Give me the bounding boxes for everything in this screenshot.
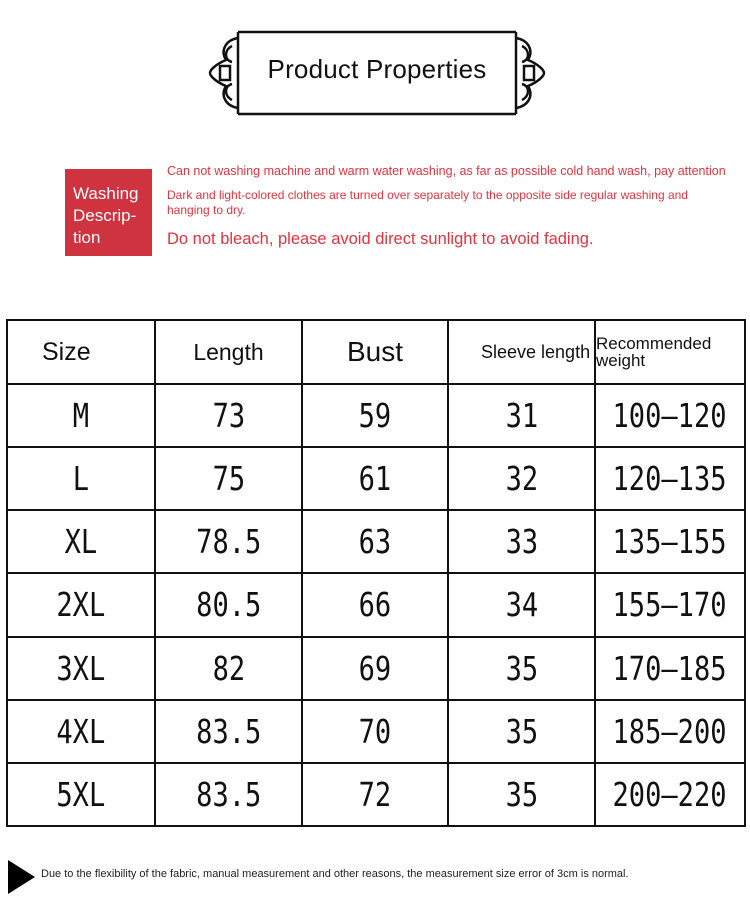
table-row bbox=[7, 510, 745, 573]
washing-instruction: Dark and light-colored clothes are turned over separately to the opposite side regular washing and hanging to dry. bbox=[167, 188, 688, 217]
table-cell: 66 bbox=[302, 573, 448, 636]
table-cell: M bbox=[7, 384, 155, 447]
table-cell: L bbox=[7, 447, 155, 510]
washing-instruction: Can not washing machine and warm water washing, as far as possible cold hand wash, pay attention bbox=[167, 164, 726, 178]
washing-instructions bbox=[167, 164, 727, 249]
table-row bbox=[7, 447, 745, 510]
play-icon bbox=[8, 860, 35, 894]
measurement-note-text: Due to the flexibility of the fabric, manual measurement and other reasons, the measurement size error of 3cm is normal. bbox=[41, 868, 629, 880]
badge-line: Washing bbox=[73, 184, 139, 203]
column-header-sleeve-length: Sleeve length bbox=[448, 320, 595, 384]
table-cell: 31 bbox=[448, 384, 595, 447]
table-cell: 33 bbox=[448, 510, 595, 573]
column-header-recommended-weight: Recommended weight bbox=[595, 320, 745, 384]
table-cell: 73 bbox=[155, 384, 302, 447]
table-cell: 63 bbox=[302, 510, 448, 573]
table-cell: 82 bbox=[155, 637, 302, 700]
table-cell: 78.5 bbox=[155, 510, 302, 573]
badge-line: Descrip- bbox=[73, 206, 137, 225]
size-chart-table bbox=[6, 319, 746, 827]
page-title: Product Properties bbox=[267, 54, 487, 84]
table-cell: 170–185 bbox=[595, 637, 745, 700]
table-row bbox=[7, 700, 745, 763]
table-cell: 35 bbox=[448, 637, 595, 700]
table-row bbox=[7, 637, 745, 700]
table-cell: 200–220 bbox=[595, 763, 745, 826]
table-cell: 83.5 bbox=[155, 700, 302, 763]
table-cell: 69 bbox=[302, 637, 448, 700]
table-cell: 59 bbox=[302, 384, 448, 447]
table-row bbox=[7, 384, 745, 447]
table-row bbox=[7, 573, 745, 636]
table-cell: 120–135 bbox=[595, 447, 745, 510]
table-cell: 3XL bbox=[7, 637, 155, 700]
table-cell: 61 bbox=[302, 447, 448, 510]
column-header-bust: Bust bbox=[302, 320, 448, 384]
table-cell: 34 bbox=[448, 573, 595, 636]
title-banner bbox=[208, 26, 546, 120]
measurement-note bbox=[8, 860, 738, 894]
table-cell: 185–200 bbox=[595, 700, 745, 763]
table-cell: 75 bbox=[155, 447, 302, 510]
table-cell: 32 bbox=[448, 447, 595, 510]
table-cell: 83.5 bbox=[155, 763, 302, 826]
column-header-length: Length bbox=[155, 320, 302, 384]
column-header-size: Size bbox=[7, 320, 155, 384]
table-cell: 4XL bbox=[7, 700, 155, 763]
table-cell: 72 bbox=[302, 763, 448, 826]
table-cell: 35 bbox=[448, 763, 595, 826]
table-header-row bbox=[7, 320, 745, 384]
table-cell: 35 bbox=[448, 700, 595, 763]
table-cell: 5XL bbox=[7, 763, 155, 826]
washing-instruction: Do not bleach, please avoid direct sunlight to avoid fading. bbox=[167, 230, 594, 248]
table-cell: 100–120 bbox=[595, 384, 745, 447]
table-row bbox=[7, 763, 745, 826]
table-cell: 155–170 bbox=[595, 573, 745, 636]
table-cell: 80.5 bbox=[155, 573, 302, 636]
table-cell: 135–155 bbox=[595, 510, 745, 573]
table-cell: XL bbox=[7, 510, 155, 573]
table-cell: 2XL bbox=[7, 573, 155, 636]
washing-description-badge bbox=[65, 169, 152, 256]
table-cell: 70 bbox=[302, 700, 448, 763]
badge-line: tion bbox=[73, 228, 101, 247]
